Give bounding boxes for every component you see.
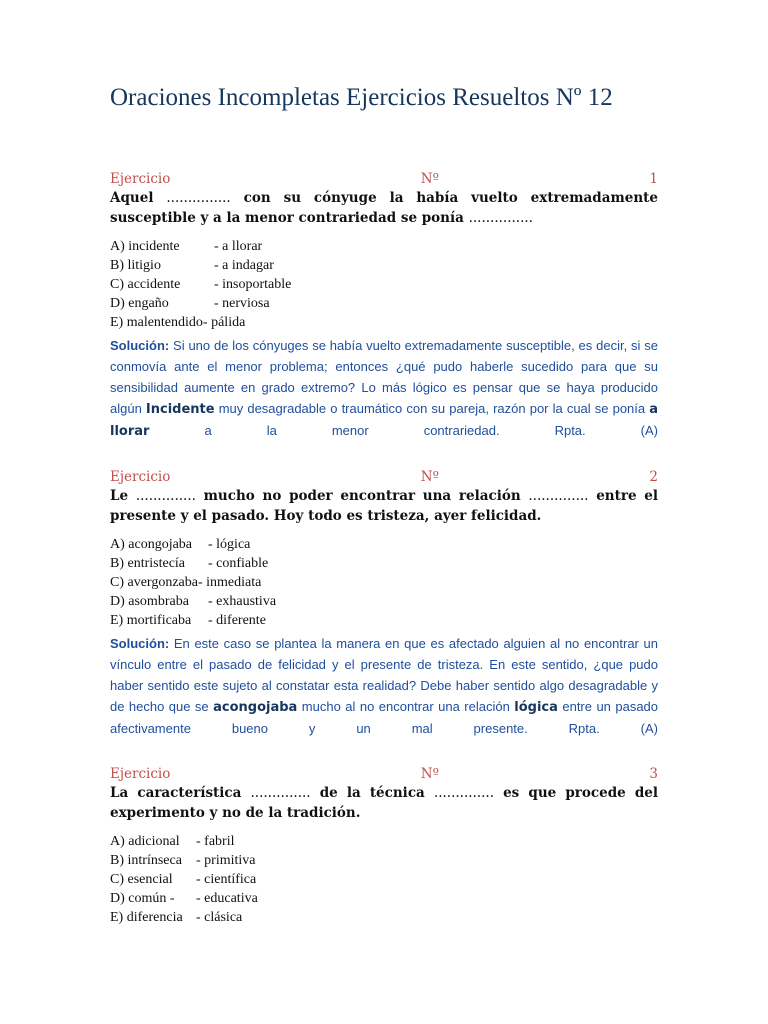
option-row: B) entristecía - confiable: [110, 556, 269, 571]
exercise-3: [110, 765, 658, 927]
exercise-header: [110, 765, 658, 784]
solution-text: Solución: Si uno de los cónyuges se había vuelto extremadamente susceptible, es decir, si se conmovía ante el menor problema; entonces ¿qué pudo haberle sucedido para que su sensibilidad aumente en grado extremo? Lo más lógico es pensar que se haya producido algún Incidente muy desagradable o traumático con su pareja, razón por la cual se ponía a llorar a la menor contrariedad. Rpta. (A): [110, 338, 659, 439]
option-row: C) esencial - científica: [110, 872, 257, 887]
exercise-number: 2: [649, 469, 658, 485]
option-row: D) engaño - nerviosa: [110, 296, 270, 311]
exercise-2: [110, 468, 658, 739]
option-row: E) mortificaba - diferente: [110, 613, 266, 628]
exercise-number: 3: [649, 766, 658, 782]
exercise-label: Ejercicio: [110, 766, 171, 782]
option-row: E) diferencia - clásica: [110, 910, 243, 925]
option-row: C) accidente - insoportable: [110, 277, 292, 292]
exercise-label: Ejercicio: [110, 171, 171, 187]
option-row: C) avergonzaba - inmediata: [110, 575, 262, 590]
page-title: Oraciones Incompletas Ejercicios Resueltos Nº 12: [110, 84, 613, 111]
options-list: [110, 535, 658, 630]
exercise-number-sign: Nº: [420, 766, 439, 782]
exercise-question: Aquel ............... con su cónyuge la había vuelto extremadamente susceptible y a la menor contrariedad se ponía ...............: [110, 190, 658, 226]
option-row: B) intrínseca - primitiva: [110, 853, 256, 868]
options-list: [110, 832, 658, 927]
exercise-number: 1: [649, 171, 658, 187]
options-list: [110, 237, 658, 332]
exercise-question: Le .............. mucho no poder encontrar una relación .............. entre el presente y el pasado. Hoy todo es tristeza, ayer felicidad.: [110, 488, 659, 524]
option-row: D) común - - educativa: [110, 891, 258, 906]
option-row: A) adicional - fabril: [110, 834, 235, 849]
option-row: E) malentendido - pálida: [110, 315, 246, 330]
exercise-question: La característica .............. de la técnica .............. es que procede del experimento y no de la tradición.: [110, 785, 659, 821]
exercise-number-sign: Nº: [420, 171, 439, 187]
option-row: A) incidente - a llorar: [110, 239, 263, 254]
option-row: B) litigio - a indagar: [110, 258, 274, 273]
exercise-1: [110, 170, 658, 442]
option-row: A) acongojaba - lógica: [110, 537, 251, 552]
exercise-header: [110, 170, 658, 189]
solution-text: Solución: En este caso se plantea la manera en que es afectado alguien al no encontrar un vínculo entre el pasado de felicidad y el presente de tristeza. En este sentido, ¿que pudo haber sentido este sujeto al constatar esta realidad? Debe haber sentido algo desagradable y de hecho que se acongojaba mucho al no encontrar una relación lógica entre un pasado afectivamente bueno y un mal presente. Rpta. (A): [110, 636, 659, 736]
exercise-header: [110, 468, 658, 487]
option-row: D) asombraba - exhaustiva: [110, 594, 277, 609]
exercise-number-sign: Nº: [420, 469, 439, 485]
exercise-label: Ejercicio: [110, 469, 171, 485]
